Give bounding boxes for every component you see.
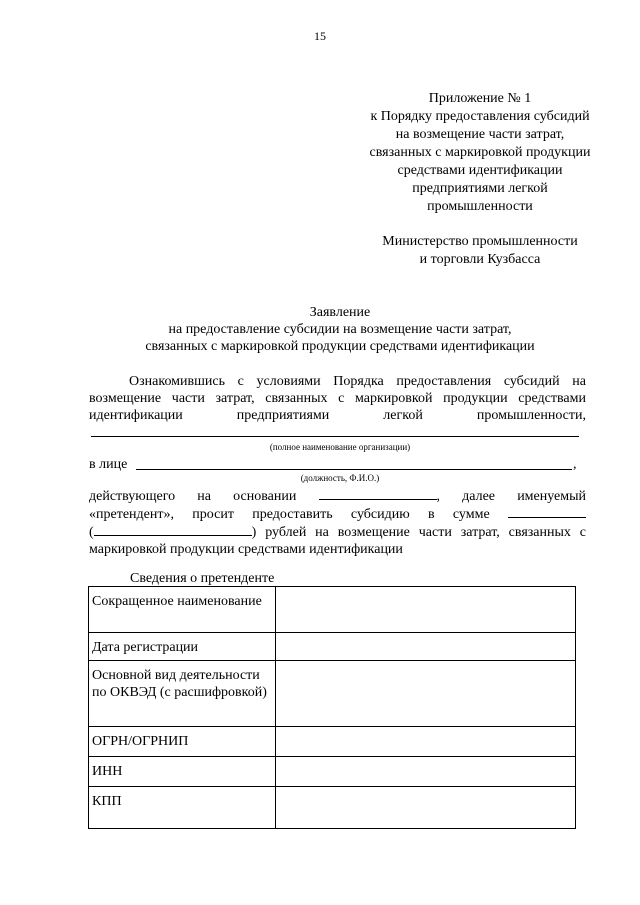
basis-field[interactable] xyxy=(319,487,437,500)
appendix-line: предприятиями легкой xyxy=(412,181,548,196)
row-value[interactable] xyxy=(276,787,576,829)
table-row xyxy=(89,661,576,727)
appendix-block xyxy=(320,90,640,216)
applicant-info-table xyxy=(88,586,576,829)
title-line: на предоставление субсидии на возмещение части затрат, xyxy=(168,322,512,337)
organization-name-field[interactable] xyxy=(91,436,579,437)
appendix-line: средствами идентификации xyxy=(397,163,563,178)
appendix-line: Приложение № 1 xyxy=(428,91,532,106)
request-line-2 xyxy=(89,505,586,523)
text-rubles: ) рублей на возмещение части затрат, связанных с xyxy=(251,525,586,540)
applicant-info-heading: Сведения о претенденте xyxy=(130,571,275,586)
text-acting: действующего xyxy=(89,489,176,504)
organization-caption: (полное наименование организации) xyxy=(269,442,411,452)
document-title xyxy=(40,304,640,355)
ministry-line: Министерство промышленности xyxy=(382,234,578,249)
row-value[interactable] xyxy=(276,727,576,757)
row-value[interactable] xyxy=(276,661,576,727)
text-further: , далее xyxy=(436,489,496,504)
appendix-line: к Порядку предоставления субсидий xyxy=(370,109,590,124)
table-row xyxy=(89,787,576,829)
row-label: Сокращенное наименование xyxy=(89,587,276,633)
row-label: ОГРН/ОГРНИП xyxy=(89,727,276,757)
title-line: Заявление xyxy=(309,305,371,320)
row-value[interactable] xyxy=(276,633,576,661)
text-basis: основании xyxy=(233,489,297,504)
row-label: Основной вид деятельности по ОКВЭД (с расшифровкой) xyxy=(89,661,276,727)
intro-line: идентификации предприятиями легкой промышленности, xyxy=(89,408,586,423)
text-on: на xyxy=(197,489,212,504)
appendix-line: на возмещение части затрат, xyxy=(395,127,565,142)
amount-field[interactable] xyxy=(508,505,586,518)
ministry-addressee xyxy=(320,233,640,269)
row-value[interactable] xyxy=(276,587,576,633)
text-open-paren: ( xyxy=(89,525,94,540)
appendix-line: промышленности xyxy=(427,199,533,214)
intro-paragraph xyxy=(89,373,586,424)
amount-words-field[interactable] xyxy=(94,523,252,536)
position-name-field[interactable] xyxy=(136,469,572,470)
row-label: ИНН xyxy=(89,757,276,787)
intro-line: Ознакомившись с условиями Порядка предоставления субсидий на xyxy=(129,374,586,389)
table-row xyxy=(89,587,576,633)
row-label: Дата регистрации xyxy=(89,633,276,661)
request-paragraph xyxy=(89,487,586,558)
row-label: КПП xyxy=(89,787,276,829)
request-line-4: маркировкой продукции средствами идентификации xyxy=(89,542,403,557)
request-line-1 xyxy=(89,487,586,505)
in-person-label: в лице xyxy=(89,457,128,472)
ministry-line: и торговли Кузбасса xyxy=(419,252,541,267)
text-request: «претендент», просит предоставить субсидию в сумме xyxy=(89,507,490,522)
table-row xyxy=(89,757,576,787)
table-row xyxy=(89,633,576,661)
position-caption: (должность, Ф.И.О.) xyxy=(300,473,380,483)
request-line-3 xyxy=(89,523,586,541)
row-value[interactable] xyxy=(276,757,576,787)
intro-line: возмещение части затрат, связанных с маркировкой продукции средствами xyxy=(89,391,586,406)
in-person-comma: , xyxy=(573,457,577,472)
table-row xyxy=(89,727,576,757)
page-number: 15 xyxy=(314,29,326,43)
title-line: связанных с маркировкой продукции средствами идентификации xyxy=(145,339,535,354)
appendix-line: связанных с маркировкой продукции xyxy=(369,145,591,160)
text-named: именуемый xyxy=(517,489,587,504)
